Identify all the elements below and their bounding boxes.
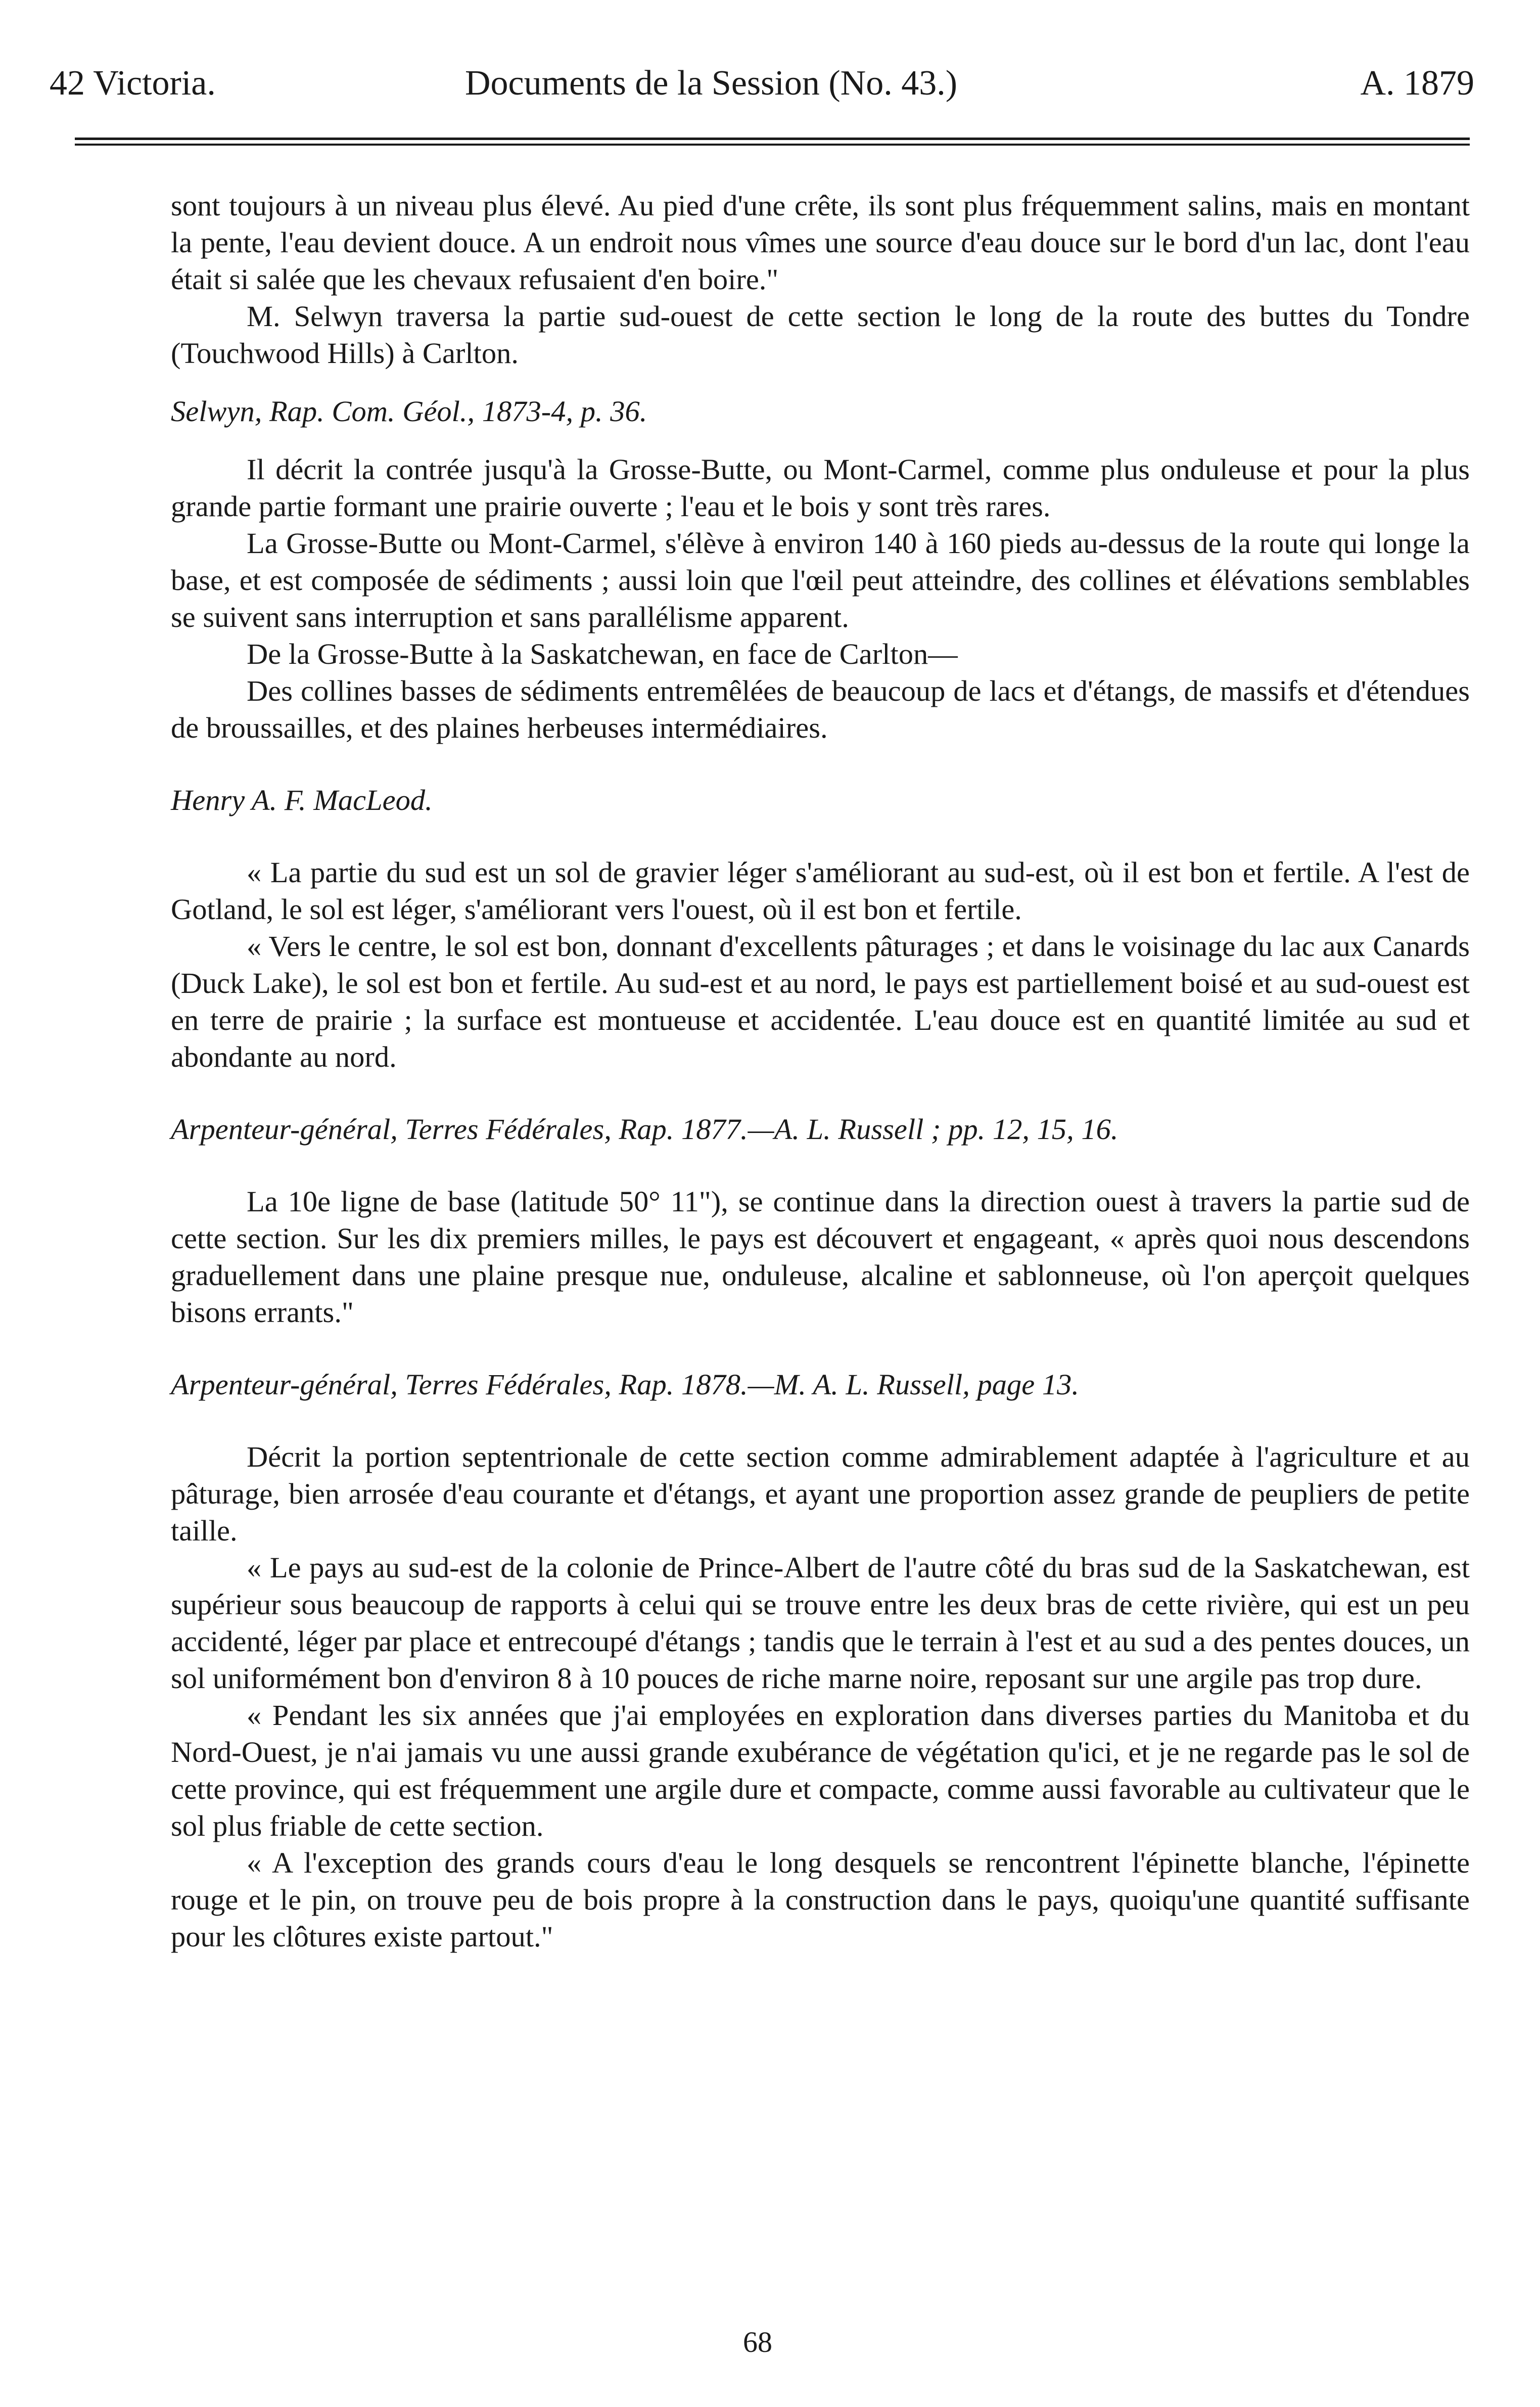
paragraph: La 10e ligne de base (latitude 50° 11"), se continue dans la direction ouest à travers la partie sud de cette section. Sur les dix premiers milles, le pays est découvert et engageant, « après quoi nous descendons graduellement dans une plaine presque nue, onduleuse, alcaline et sablonneuse, où l'on aperçoit quelques bisons errants." bbox=[171, 1185, 1470, 1329]
paragraph: « A l'exception des grands cours d'eau le long desquels se rencontrent l'épinette blanche, l'épinette rouge et le pin, on trouve peu de bois propre à la construction dans le pays, quoiqu'une quantité suffisante pour les clôtures existe partout." bbox=[171, 1846, 1470, 1953]
citation: Arpenteur-général, Terres Fédérales, Rap. 1878.—M. A. L. Russell, page 13. bbox=[171, 1368, 1079, 1401]
paragraph: sont toujours à un niveau plus élevé. Au pied d'une crête, ils sont plus fréquemment salins, mais en montant la pente, l'eau devient douce. A un endroit nous vîmes une source d'eau douce sur le bord d'un lac, dont l'eau était si salée que les chevaux refusaient d'en boire." bbox=[171, 189, 1470, 296]
running-head-left: 42 Victoria. bbox=[50, 64, 216, 103]
page-number: 68 bbox=[743, 2326, 772, 2358]
body-text bbox=[171, 187, 1470, 1955]
paragraph: La Grosse-Butte ou Mont-Carmel, s'élève à environ 140 à 160 pieds au-dessus de la route qui longe la base, et est composée de sédiments ; aussi loin que l'œil peut atteindre, des collines et élévations semblables se suivent sans interruption et sans parallélisme apparent. bbox=[171, 527, 1470, 633]
paragraph: « Pendant les six années que j'ai employées en exploration dans diverses parties du Manitoba et du Nord-Ouest, je n'ai jamais vu une aussi grande exubérance de végétation qu'ici, et je ne regarde pas le sol de cette province, qui est fréquemment une argile dure et compacte, comme aussi favorable au cultivateur que le sol plus friable de cette section. bbox=[171, 1699, 1470, 1842]
header-rule bbox=[75, 144, 1470, 146]
citation: Selwyn, Rap. Com. Géol., 1873-4, p. 36. bbox=[171, 395, 647, 428]
paragraph: Décrit la portion septentrionale de cette section comme admirablement adaptée à l'agriculture et au pâturage, bien arrosée d'eau courante et d'étangs, et ayant une proportion assez grande de peupliers de petite taille. bbox=[171, 1440, 1470, 1547]
citation: Henry A. F. MacLeod. bbox=[171, 784, 433, 816]
paragraph: De la Grosse-Butte à la Saskatchewan, en face de Carlton— bbox=[247, 638, 958, 670]
paragraph: Il décrit la contrée jusqu'à la Grosse-Butte, ou Mont-Carmel, comme plus onduleuse et pour la plus grande partie formant une prairie ouverte ; l'eau et le bois y sont très rares. bbox=[171, 453, 1470, 523]
paragraph: « Vers le centre, le sol est bon, donnant d'excellents pâturages ; et dans le voisinage du lac aux Canards (Duck Lake), le sol est bon et fertile. Au sud-est et au nord, le pays est partiellement boisé et au sud-ouest est en terre de prairie ; la surface est montueuse et accidentée. L'eau douce est en quantité limitée au sud et abondante au nord. bbox=[171, 930, 1470, 1073]
running-head-title: Documents de la Session (No. 43.) bbox=[465, 64, 958, 103]
paragraph: M. Selwyn traversa la partie sud-ouest de cette section le long de la route des buttes du Tondre (Touchwood Hills) à Carlton. bbox=[171, 300, 1470, 370]
paragraph: « La partie du sud est un sol de gravier léger s'améliorant au sud-est, où il est bon et fertile. A l'est de Gotland, le sol est léger, s'améliorant vers l'ouest, où il est bon et fertile. bbox=[171, 856, 1470, 926]
citation: Arpenteur-général, Terres Fédérales, Rap. 1877.—A. L. Russell ; pp. 12, 15, 16. bbox=[171, 1113, 1118, 1146]
header-rule bbox=[75, 138, 1470, 140]
running-head-year: A. 1879 bbox=[1360, 64, 1474, 103]
paragraph: Des collines basses de sédiments entremêlées de beaucoup de lacs et d'étangs, de massifs et d'étendues de broussailles, et des plaines herbeuses intermédiaires. bbox=[171, 674, 1470, 744]
paragraph: « Le pays au sud-est de la colonie de Prince-Albert de l'autre côté du bras sud de la Saskatchewan, est supérieur sous beaucoup de rapports à celui qui se trouve entre les deux bras de cette rivière, qui est un peu accidenté, léger par place et entrecoupé d'étangs ; tandis que le terrain à l'est et au sud a des pentes douces, un sol uniformément bon d'environ 8 à 10 pouces de riche marne noire, reposant sur une argile pas trop dure. bbox=[171, 1551, 1470, 1695]
